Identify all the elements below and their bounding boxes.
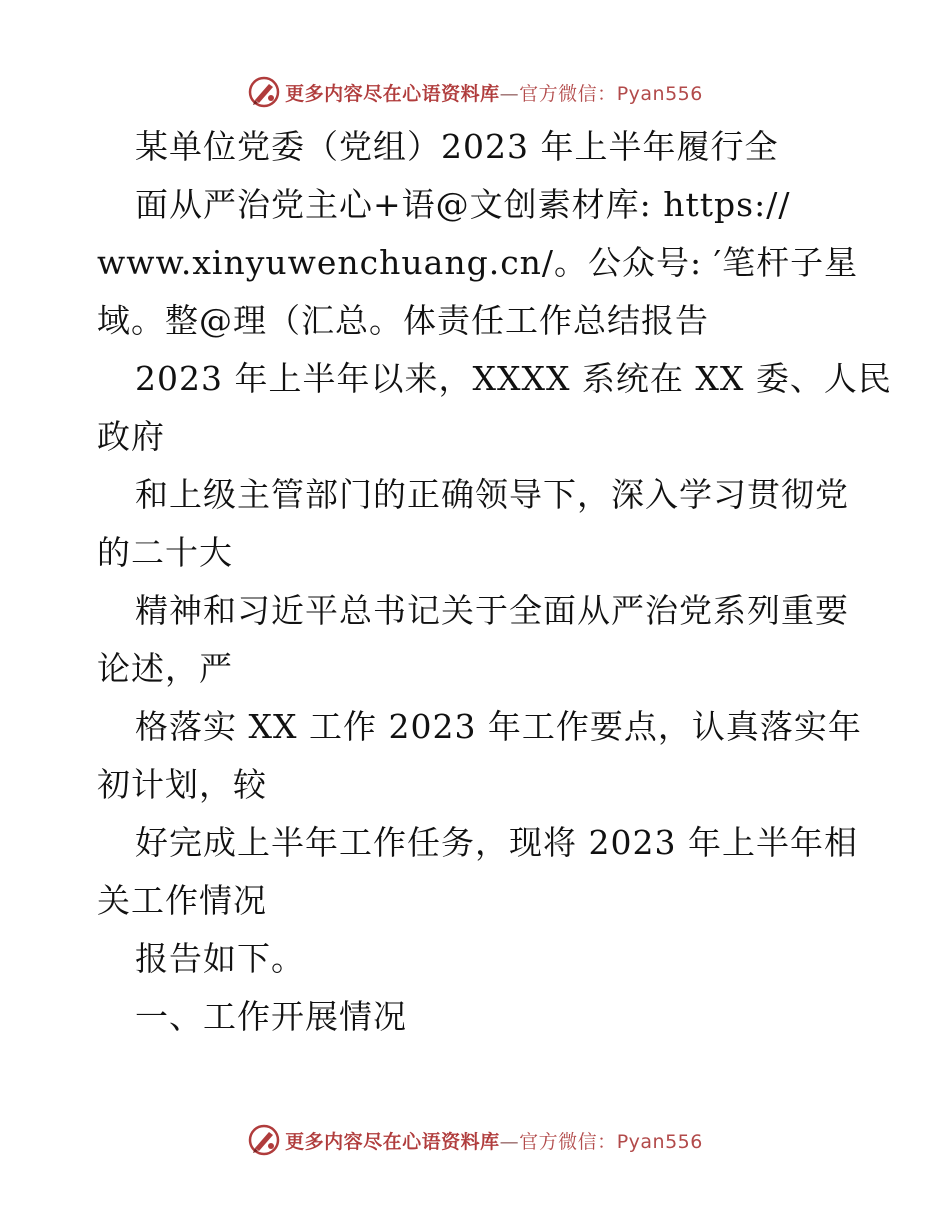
- paragraph-line: 2023 年上半年以来，XXXX 系统在 XX 委、人民: [135, 359, 892, 398]
- watermark-text: [285, 79, 703, 106]
- paragraph-line: 精神和习近平总书记关于全面从严治党系列重要: [135, 591, 849, 630]
- watermark-separator: —: [499, 82, 520, 105]
- paragraph-line: 的二十大: [97, 533, 233, 572]
- title-line-2: 面从严治党主心+语@文创素材库: https://: [135, 185, 791, 224]
- watermark-text: [285, 1127, 703, 1154]
- watermark-id: Pyan556: [616, 82, 703, 105]
- paragraph-line: 好完成上半年工作任务，现将 2023 年上半年相: [135, 823, 858, 862]
- watermark-separator: —: [499, 1130, 520, 1153]
- paragraph-line: 初计划，较: [97, 765, 267, 804]
- paragraph-line: 格落实 XX 工作 2023 年工作要点，认真落实年: [135, 707, 862, 746]
- document-body: [97, 118, 892, 1046]
- paragraph-line: 政府: [97, 417, 165, 456]
- watermark-label: 官方微信：: [519, 82, 617, 105]
- paragraph-line: 和上级主管部门的正确领导下，深入学习贯彻党: [135, 475, 849, 514]
- watermark-label: 官方微信：: [519, 1130, 617, 1153]
- title-line-1: 某单位党委（党组）2023 年上半年履行全: [135, 127, 779, 166]
- section-heading: 一、工作开展情况: [135, 997, 407, 1036]
- footer-watermark: [0, 1120, 950, 1160]
- paragraph-line: 关工作情况: [97, 881, 267, 920]
- pen-logo-icon: [247, 75, 281, 109]
- title-line-4: 域。整@理（汇总。体责任工作总结报告: [97, 301, 709, 340]
- watermark-brand: 更多内容尽在心语资料库: [285, 82, 500, 105]
- title-line-3: www.xinyuwenchuang.cn/。公众号: ′笔杆子星: [97, 243, 859, 282]
- paragraph-line: 报告如下。: [135, 939, 305, 978]
- watermark-brand: 更多内容尽在心语资料库: [285, 1130, 500, 1153]
- paragraph-line: 论述，严: [97, 649, 233, 688]
- watermark-id: Pyan556: [616, 1130, 703, 1153]
- header-watermark: [0, 72, 950, 112]
- pen-logo-icon: [247, 1123, 281, 1157]
